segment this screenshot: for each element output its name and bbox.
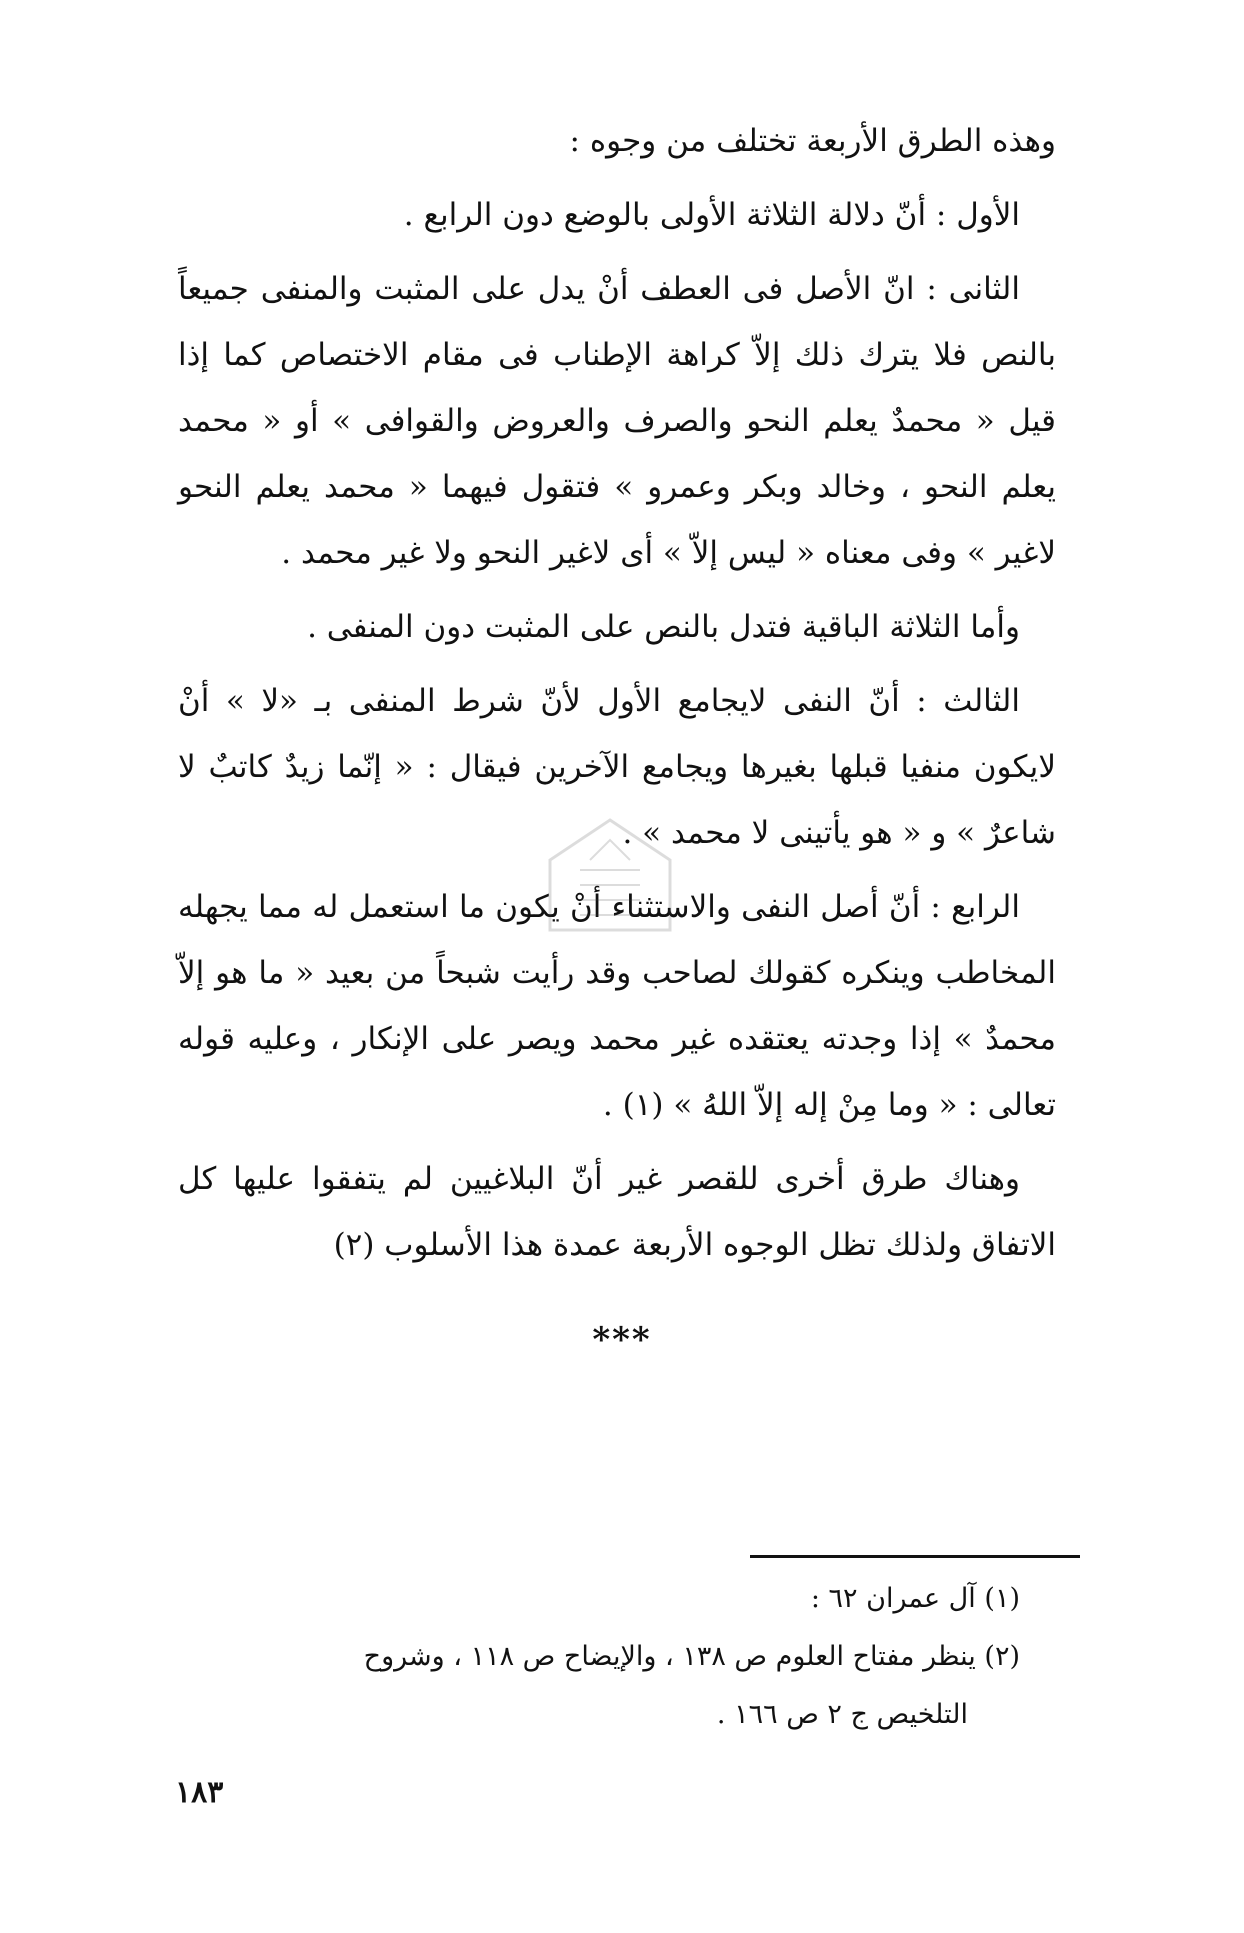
paragraph-first-difference: الأول : أنّ دلالة الثلاثة الأولى بالوضع دون الرابع . (403, 197, 1020, 233)
footnotes (160, 1570, 1020, 1744)
page-number: ١٨٣ (175, 1775, 224, 1810)
footnote-2-marker: (٢) (984, 1641, 1020, 1672)
footnote-1 (160, 1570, 1020, 1628)
footnote-divider (750, 1555, 1080, 1558)
paragraph-intro: وهذه الطرق الأربعة تختلف من وجوه : (569, 123, 1056, 159)
footnote-2-text: ينظر مفتاح العلوم ص ١٣٨ ، والإيضاح ص ١١٨ ، وشروح (363, 1641, 976, 1672)
paragraph-second-difference: الثانى : انّ الأصل فى العطف أنْ يدل على المثبت والمنفى جميعاً بالنص فلا يترك ذلك إلاّ كراهة الإطناب فى مقام الاختصاص كما إذا قيل « محمدٌ يعلم النحو والصرف والعروض والقوافى » أو « محمد يعلم النحو ، وخالد وبكر وعمرو » فتقول فيهما « محمد يعلم النحو لاغير » وفى معناه « ليس إلاّ » أى لاغير النحو ولا غير محمد . (178, 271, 1056, 571)
paragraph-other-methods: وهناك طرق أخرى للقصر غير أنّ البلاغيين لم يتفقوا عليها كل الاتفاق ولذلك تظل الوجوه الأربعة عمدة هذا الأسلوب (٢) (178, 1161, 1056, 1263)
paragraph-remaining-three: وأما الثلاثة الباقية فتدل بالنص على المثبت دون المنفى . (307, 609, 1020, 645)
paragraph-fourth-difference: الرابع : أنّ أصل النفى والاستثناء أنْ يكون ما استعمل له مما يجهله المخاطب وينكره كقولك لصاحب وقد رأيت شبحاً من بعيد « ما هو إلاّ محمدٌ » إذا وجدته يعتقده غير محمد ويصر على الإنكار ، وعليه قوله تعالى : « وما مِنْ إله إلاّ اللهُ » (١) . (178, 889, 1056, 1123)
main-text (178, 108, 1056, 1278)
footnote-1-marker: (١) (984, 1583, 1020, 1614)
footnote-1-text: آل عمران ٦٢ : (810, 1583, 976, 1614)
footnote-2-continuation: التلخيص ج ٢ ص ١٦٦ . (716, 1699, 968, 1730)
footnote-2 (160, 1628, 1020, 1744)
paragraph-third-difference: الثالث : أنّ النفى لايجامع الأول لأنّ شرط المنفى بـ «لا » أنْ لايكون منفيا قبلها بغيرها ويجامع الآخرين فيقال : « إنّما زيدٌ كاتبٌ لا شاعرٌ » و « هو يأتينى لا محمد » . (178, 683, 1056, 851)
section-separator: *** (592, 1320, 652, 1360)
library-watermark-icon (520, 810, 700, 970)
